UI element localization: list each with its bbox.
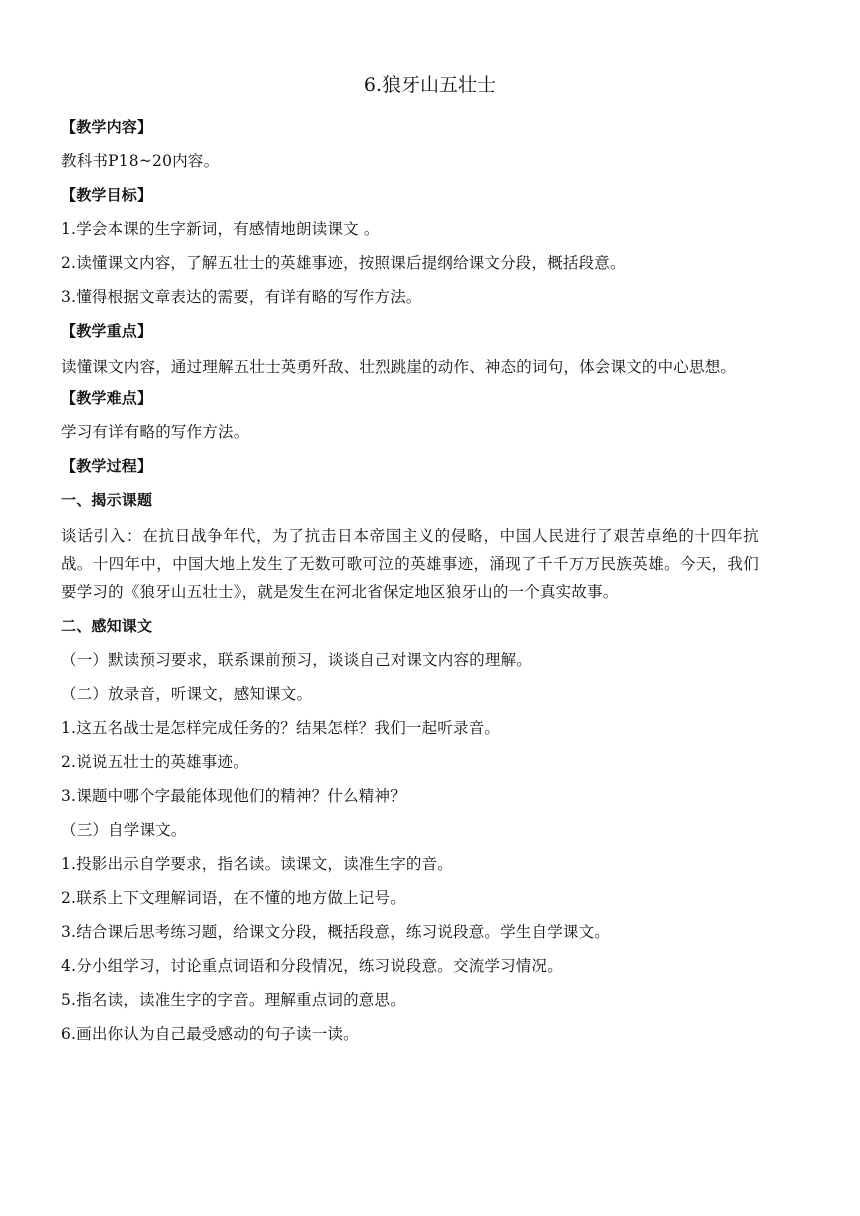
document-title: 6.狼牙山五壮士 [363,74,497,96]
part-two-item: 1.投影出示自学要求，指名读。读课文，读准生字的音。 [61,855,453,873]
part-one-text: 谈话引入：在抗日战争年代，为了抗击日本帝国主义的侵略，中国人民进行了艰苦卓绝的十四年抗战。十四年中，中国大地上发生了无数可歌可泣的英雄事迹，涌现了千千万万民族英雄。今天，我们要学习的《狼牙山五壮士》，就是发生在河北省保定地区狼牙山的一个真实故事。 [61,527,759,601]
heading-teaching-key-points: 【教学重点】 [61,322,153,340]
part-two-item: 2.说说五壮士的英雄事迹。 [61,753,249,771]
part-two-item: 4.分小组学习，讨论重点词语和分段情况，练习说段意。交流学习情况。 [61,957,563,975]
heading-teaching-process: 【教学过程】 [61,457,153,475]
part-two-item: （一）默读预习要求，联系课前预习，谈谈自己对课文内容的理解。 [61,651,533,669]
goal-item: 2.读懂课文内容，了解五壮士的英雄事迹，按照课后提纲给课文分段，概括段意。 [61,254,626,272]
part-two-item: 2.联系上下文理解词语，在不懂的地方做上记号。 [61,889,406,907]
part-two-item: 3.课题中哪个字最能体现他们的精神？什么精神？ [61,787,406,805]
difficulty-text: 学习有详有略的写作方法。 [61,423,250,441]
part-two-item: 6.画出你认为自己最受感动的句子读一读。 [61,1025,359,1043]
document-body [61,115,759,1056]
heading-teaching-difficulty: 【教学难点】 [61,389,153,407]
part-two-item: （二）放录音，听课文，感知课文。 [61,685,313,703]
heading-part-two: 二、感知课文 [61,617,153,635]
part-two-item: 1.这五名战士是怎样完成任务的？结果怎样？我们一起听录音。 [61,719,501,737]
goal-item: 1.学会本课的生字新词，有感情地朗读课文 。 [61,220,380,238]
heading-part-one: 一、揭示课题 [61,491,153,509]
goal-item: 3.懂得根据文章表达的需要，有详有略的写作方法。 [61,288,422,306]
part-two-item: 3.结合课后思考练习题，给课文分段，概括段意，练习说段意。学生自学课文。 [61,923,610,941]
part-two-item: （三）自学课文。 [61,821,187,839]
heading-teaching-goals: 【教学目标】 [61,186,153,204]
part-two-item: 5.指名读，读准生字的字音。理解重点词的意思。 [61,991,406,1009]
teaching-content-text: 教科书P18~20内容。 [61,152,220,170]
key-points-text: 读懂课文内容，通过理解五壮士英勇歼敌、壮烈跳崖的动作、神态的词句，体会课文的中心思想。 [61,358,737,376]
heading-teaching-content: 【教学内容】 [61,118,153,136]
